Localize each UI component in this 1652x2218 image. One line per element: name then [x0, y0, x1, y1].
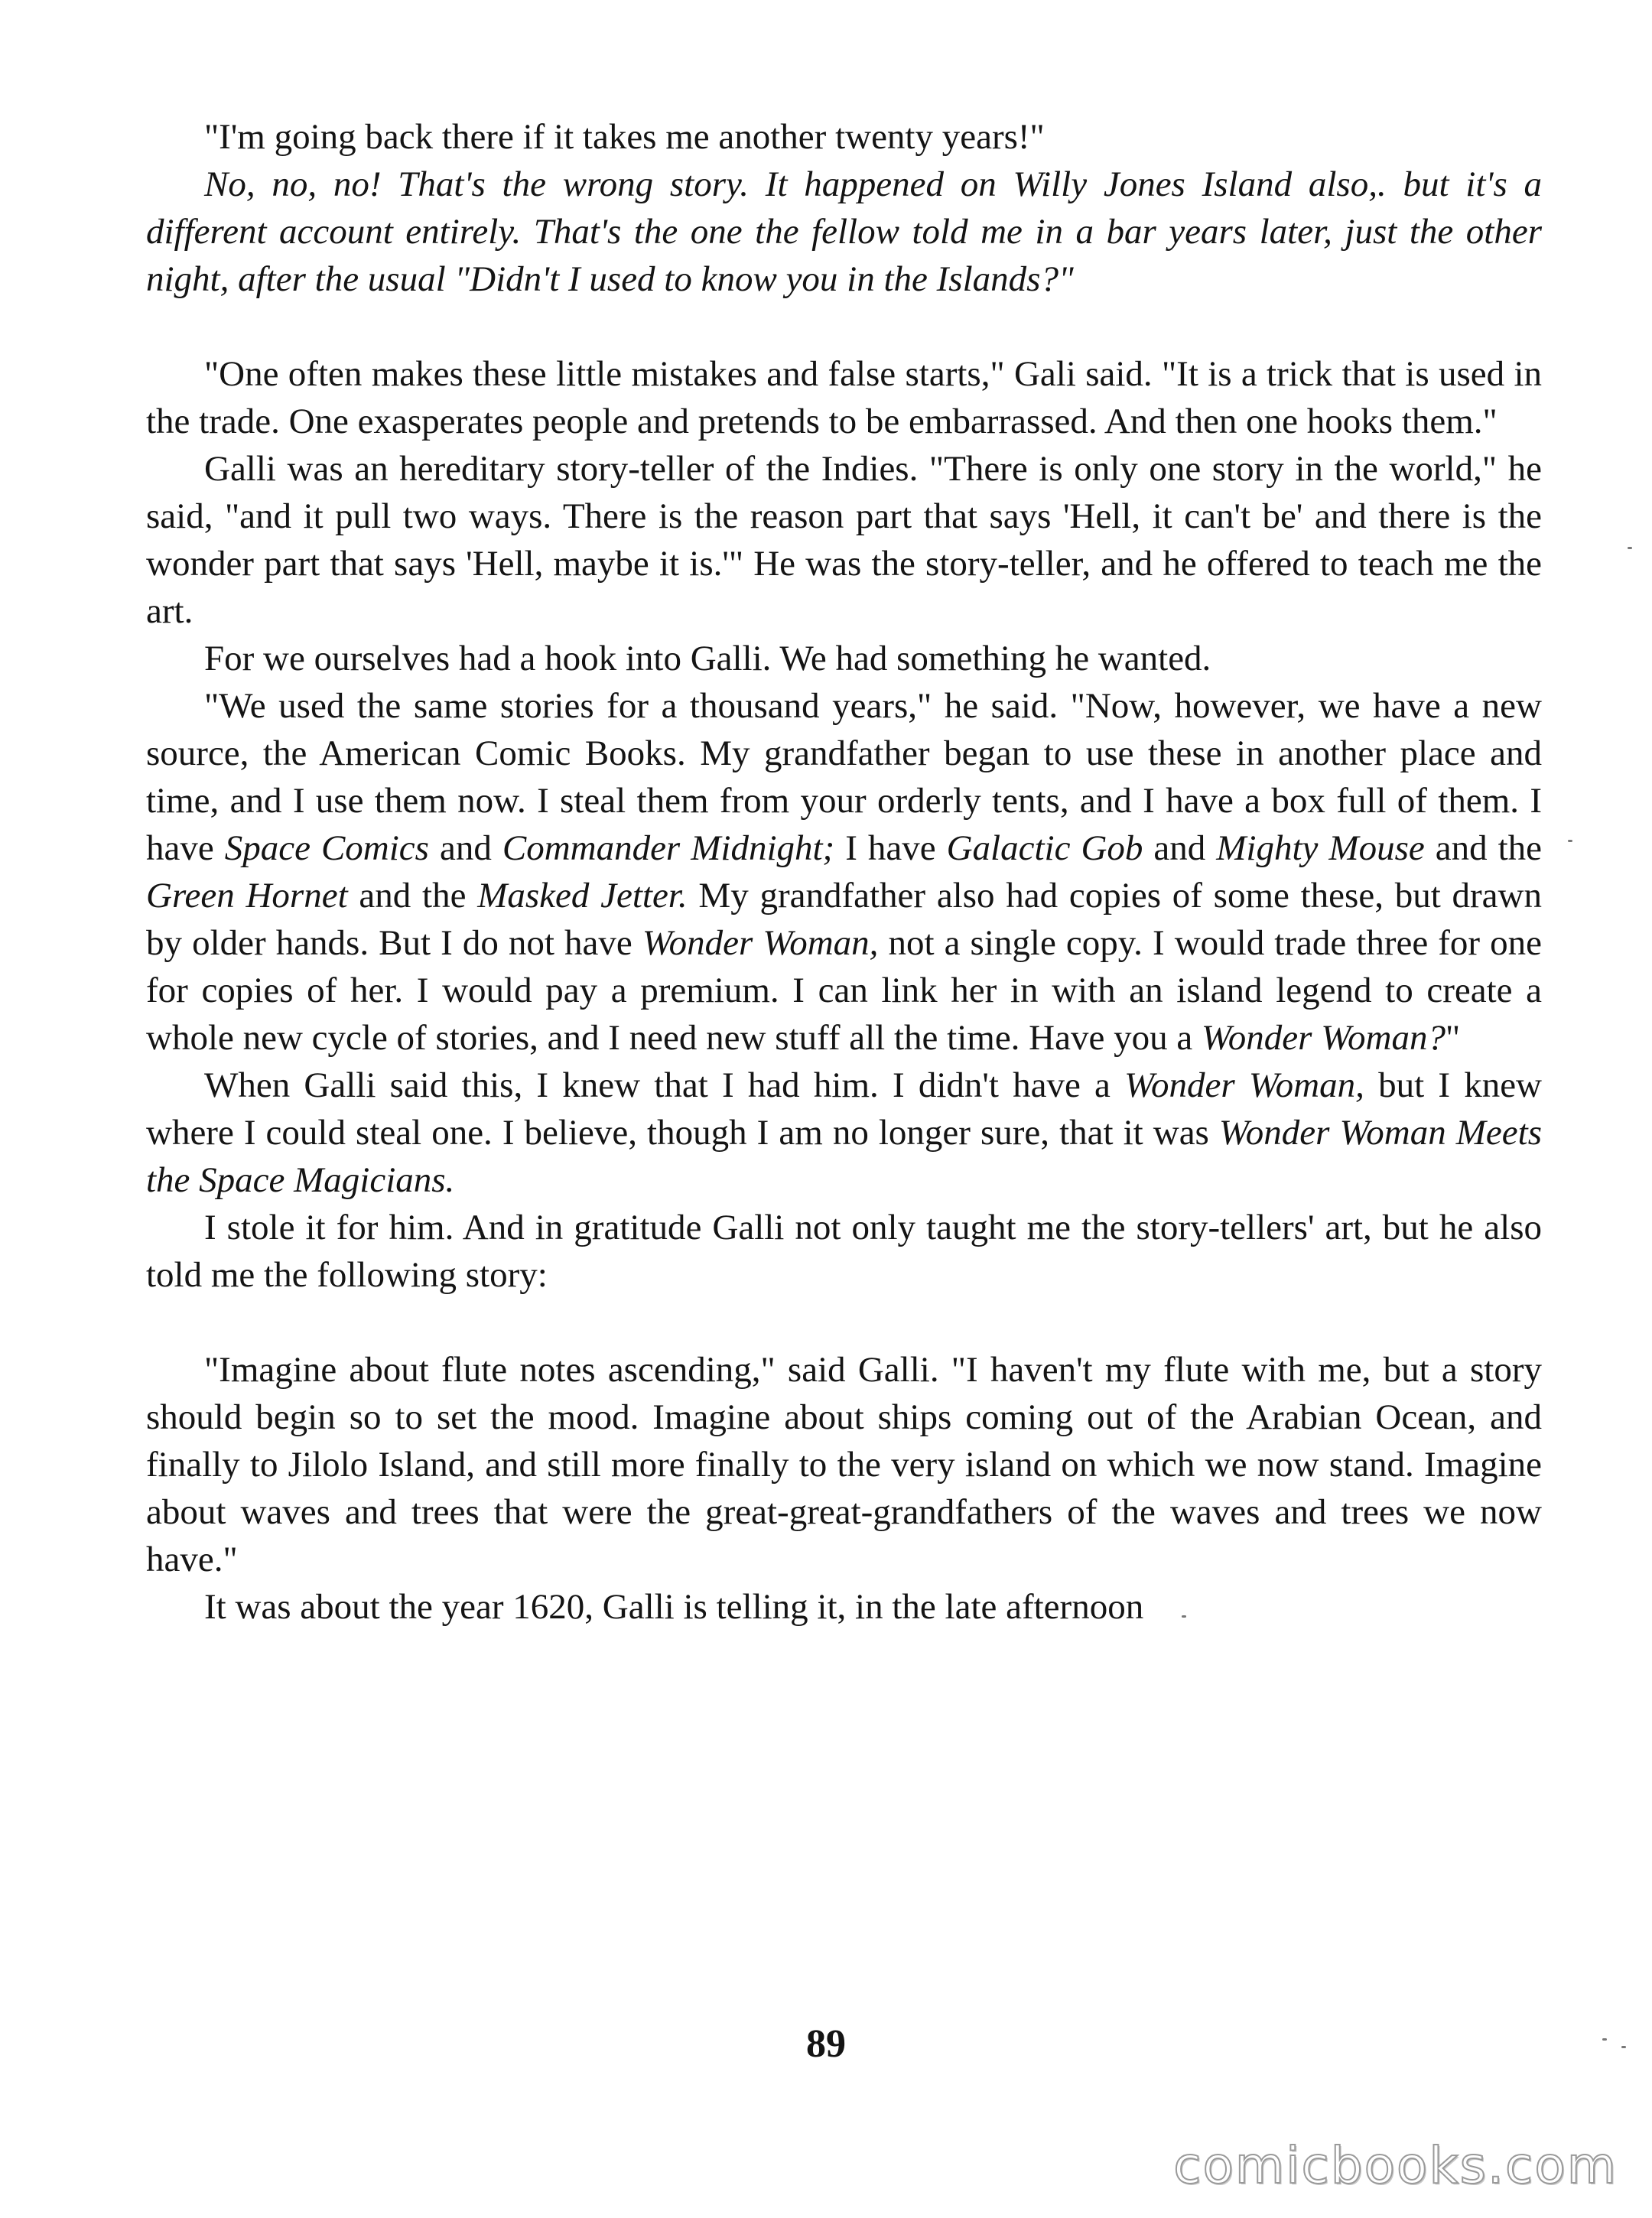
text-run: My grandfather also had copies of some these, but drawn by older hands. But I do not have [146, 876, 1542, 963]
text-run: Galli was an hereditary story-teller of the Indies. "There is only one story in the world," he said, "and it pull two ways. There is the reason part that says 'Hell, it can't be' and there is the wonder part that says 'Hell, maybe it is.'" He was the story-teller, and he offered to teach me the art. [146, 449, 1542, 631]
italic-title: Wonder Woman, [1124, 1065, 1364, 1105]
text-run: and the [1424, 828, 1543, 868]
print-speck [1568, 840, 1572, 842]
print-speck [1182, 1615, 1186, 1618]
paragraph [146, 1204, 1542, 1299]
text-run: I have [834, 828, 947, 868]
italic-title: Commander Midnight; [502, 828, 835, 868]
italic-title: Wonder Woman Meets the Space Magicians. [146, 1113, 1542, 1200]
italic-title: Galactic Gob [946, 828, 1143, 868]
text-run: For we ourselves had a hook into Galli. We had something he wanted. [204, 639, 1211, 678]
paragraph [146, 113, 1542, 161]
paragraph [146, 161, 1542, 303]
paragraph [146, 682, 1542, 1062]
text-run: but I knew where I could steal one. I believe, though I am no longer sure, that it was [146, 1065, 1542, 1153]
text-run: " [1446, 1018, 1461, 1058]
paragraph [146, 445, 1542, 635]
italic-title: Mighty Mouse [1216, 828, 1425, 868]
italic-title: Space Comics [224, 828, 429, 868]
print-speck [1628, 547, 1632, 549]
text-run: "We used the same stories for a thousand years," he said. "Now, however, we have a new source, the American Comic Books. My grandfather began to use these in another place and time, and I use them now. I steal them from your orderly tents, and I have a box full of them. I have [146, 686, 1542, 868]
text-run: "Imagine about flute notes ascending," said Galli. "I haven't my flute with me, but a story should begin so to set the mood. Imagine about ships coming out of the Arabian Ocean, and finally to Jilolo Island, and still more finally to the very island on which we now stand. Imagine about waves and trees that were the great-great-grandfathers of the waves and trees we now have." [146, 1350, 1542, 1579]
text-run: "One often makes these little mistakes and false starts," Gali said. "It is a trick that is used in the trade. One exasperates people and pretends to be embarrassed. And then one hooks them." [146, 354, 1542, 441]
italic-title: Masked Jetter. [477, 876, 688, 915]
text-run: and the [347, 876, 478, 915]
italic-title: Wonder Woman? [1201, 1018, 1446, 1058]
paragraph [146, 350, 1542, 445]
paragraph [146, 1583, 1542, 1631]
text-run: and [428, 828, 502, 868]
text-run: not a single copy. I would trade three for one for copies of her. I would pay a premium. I can link her in with an island legend to create a whole new cycle of stories, and I need new stuff all the time. Have you a [146, 923, 1542, 1058]
print-speck [1621, 2046, 1626, 2048]
text-run: and [1143, 828, 1217, 868]
text-run: I stole it for him. And in gratitude Galli not only taught me the story-tellers' art, but he also told me the following story: [146, 1208, 1542, 1295]
italic-title: Green Hornet [146, 876, 348, 915]
text-run: No, no, no! That's the wrong story. It happened on Willy Jones Island also,. but it's a different account entirely. That's the one the fellow told me in a bar years later, just the other night, after the usual "Didn't I used to know you in the Islands?" [146, 164, 1542, 299]
print-speck [1602, 2038, 1607, 2041]
paragraph [146, 1346, 1542, 1583]
watermark-logo: comicbooks.com [1173, 2136, 1618, 2195]
text-run: It was about the year 1620, Galli is telling it, in the late afternoon [204, 1587, 1144, 1627]
page-number: 89 [806, 2022, 846, 2066]
text-run: "I'm going back there if it takes me another twenty years!" [204, 117, 1045, 157]
text-run: When Galli said this, I knew that I had him. I didn't have a [204, 1065, 1125, 1105]
paragraph [146, 635, 1542, 682]
body-text [146, 113, 1542, 1631]
italic-title: Wonder Woman, [642, 923, 879, 963]
paragraph [146, 1062, 1542, 1204]
